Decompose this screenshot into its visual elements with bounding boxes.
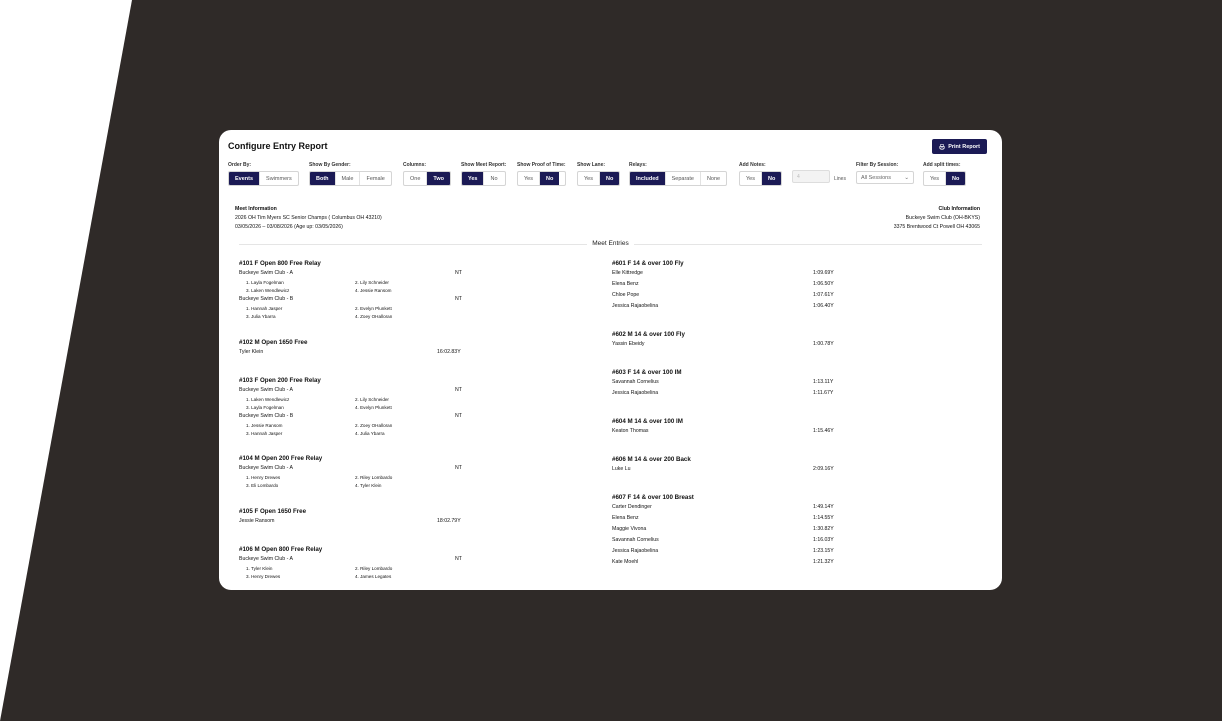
session-select[interactable]: All Sessions ⌄ xyxy=(856,171,914,184)
event-title: #106 M Open 800 Free Relay xyxy=(239,546,323,553)
relays-control: Relays: Included Separate None xyxy=(629,162,727,186)
swimmer-name: Jessie Ransom xyxy=(239,518,275,524)
relay-team: Buckeye Swim Club - A xyxy=(239,556,293,562)
event-title: #603 F 14 & over 100 IM xyxy=(612,369,682,376)
entry-time: 2:09.16Y xyxy=(813,466,834,472)
swimmer-name: Tyler Klein xyxy=(239,349,264,355)
order-events-option[interactable]: Events xyxy=(229,172,260,185)
notes-control: Add Notes: Yes No xyxy=(739,162,782,186)
proof-of-time-control: Show Proof of Time: Yes No xyxy=(517,162,566,186)
split-times-control: Add split times: Yes No xyxy=(923,162,966,186)
entry-time: NT xyxy=(455,413,462,419)
entry-time: NT xyxy=(455,465,462,471)
lines-label: Lines xyxy=(834,176,846,182)
print-report-label: Print Report xyxy=(948,143,980,150)
meet-entries-heading: Meet Entries xyxy=(219,240,1002,247)
entry-time: 1:06.50Y xyxy=(813,281,834,287)
entry-time: NT xyxy=(455,556,462,562)
notes-lines-input[interactable]: 4 xyxy=(792,170,830,183)
event-title: #607 F 14 & over 100 Breast xyxy=(612,494,694,501)
relay-leg: 2. Riley Lombardo xyxy=(355,475,393,480)
relays-included-option[interactable]: Included xyxy=(630,172,666,185)
swimmer-name: Elena Benz xyxy=(612,515,639,521)
print-report-button[interactable] xyxy=(932,139,987,154)
entry-time: 1:09.69Y xyxy=(813,270,834,276)
entry-time: NT xyxy=(455,296,462,302)
event-title: #104 M Open 200 Free Relay xyxy=(239,455,323,462)
meet-report-yes-option[interactable]: Yes xyxy=(462,172,484,185)
entry-time: 1:00.78Y xyxy=(813,341,834,347)
proof-no-option[interactable]: No xyxy=(540,172,559,185)
swimmer-name: Jessica Rajaobelina xyxy=(612,390,659,396)
relay-leg: 4. Tyler Klein xyxy=(355,483,382,488)
gender-both-option[interactable]: Both xyxy=(310,172,336,185)
swimmer-name: Maggie Vivona xyxy=(612,526,647,532)
entry-time: 1:15.46Y xyxy=(813,428,834,434)
entry-time: 1:06.40Y xyxy=(813,303,834,309)
relay-team: Buckeye Swim Club - A xyxy=(239,465,293,471)
page-title: Configure Entry Report xyxy=(228,141,328,151)
event-title: #606 M 14 & over 200 Back xyxy=(612,456,691,463)
entry-time: 1:49.14Y xyxy=(813,504,834,510)
printer-icon xyxy=(939,144,945,150)
relay-leg: 4. James Legates xyxy=(355,574,392,579)
relay-leg: 3. Laken Wendlewicz xyxy=(246,288,290,293)
relay-leg: 1. Hannah Jasper xyxy=(246,306,283,311)
entry-time: 1:21.32Y xyxy=(813,559,834,565)
relay-leg: 3. Julia Ybarra xyxy=(246,314,276,319)
relay-leg: 1. Henry Drewes xyxy=(246,475,281,480)
meet-report-control: Show Meet Report: Yes No xyxy=(461,162,506,186)
swimmer-name: Kate Moehl xyxy=(612,559,639,565)
swimmer-name: Jessica Rajaobelina xyxy=(612,548,659,554)
relay-leg: 3. Hannah Jasper xyxy=(246,431,283,436)
entry-time: 1:23.15Y xyxy=(813,548,834,554)
swimmer-name: Elena Benz xyxy=(612,281,639,287)
club-information: Club Information Buckeye Swim Club (OH-BKYS) 3375 Brentwood Ct Powell OH 43065 xyxy=(893,206,980,230)
relay-team: Buckeye Swim Club - B xyxy=(239,296,294,302)
relay-team: Buckeye Swim Club - A xyxy=(239,387,293,393)
swimmer-name: Elle Kittredge xyxy=(612,270,643,276)
columns-one-option[interactable]: One xyxy=(404,172,427,185)
columns-two-option[interactable]: Two xyxy=(427,172,450,185)
gender-control: Show By Gender: Both Male Female xyxy=(309,162,392,186)
relay-leg: 3. Layla Fogelman xyxy=(246,405,284,410)
swimmer-name: Savannah Cornelius xyxy=(612,537,659,543)
lane-yes-option[interactable]: Yes xyxy=(578,172,600,185)
swimmer-name: Chloe Pope xyxy=(612,292,640,298)
entry-time: NT xyxy=(455,387,462,393)
relay-leg: 3. Henry Drewes xyxy=(246,574,281,579)
notes-no-option[interactable]: No xyxy=(762,172,781,185)
swimmer-name: Keaton Thomas xyxy=(612,428,649,434)
swimmer-name: Yassin Ebeidy xyxy=(612,341,645,347)
event-title: #604 M 14 & over 100 IM xyxy=(612,418,683,425)
chevron-down-icon: ⌄ xyxy=(904,174,909,181)
relay-team: Buckeye Swim Club - A xyxy=(239,270,293,276)
relay-leg: 1. Tyler Klein xyxy=(246,566,273,571)
event-block: #101 F Open 800 Free Relay xyxy=(239,260,321,267)
entry-time: 16:02.83Y xyxy=(437,349,461,355)
order-swimmers-option[interactable]: Swimmers xyxy=(266,175,292,182)
relay-leg: 4. Zoey OHalloran xyxy=(355,314,393,319)
swimmer-name: Luke Lu xyxy=(612,466,631,472)
swimmer-name: Carter Dendinger xyxy=(612,504,652,510)
notes-yes-option[interactable]: Yes xyxy=(740,172,762,185)
gender-female-option[interactable]: Female xyxy=(366,175,385,182)
event-title: #105 F Open 1650 Free xyxy=(239,508,307,515)
entry-time: 1:11.67Y xyxy=(813,390,834,396)
splits-yes-option[interactable]: Yes xyxy=(924,172,946,185)
swimmer-name: Savannah Cornelius xyxy=(612,379,659,385)
gender-male-option[interactable]: Male xyxy=(336,172,361,185)
relay-team: Buckeye Swim Club - B xyxy=(239,413,294,419)
swimmer-name: Jessica Rajaobelina xyxy=(612,303,659,309)
relay-leg: 1. Jessie Ransom xyxy=(246,423,283,428)
entry-time: 1:14.55Y xyxy=(813,515,834,521)
proof-yes-option[interactable]: Yes xyxy=(518,172,540,185)
relay-leg: 2. Lily Schneider xyxy=(355,280,389,285)
entry-time: 1:13.11Y xyxy=(813,379,834,385)
entry-time: 1:16.03Y xyxy=(813,537,834,543)
session-filter-control: Filter By Session: All Sessions ⌄ xyxy=(856,162,914,184)
order-by-control: Order By: Events Swimmers xyxy=(228,162,299,186)
relay-leg: 2. Riley Lombardo xyxy=(355,566,393,571)
relay-leg: 1. Laken Wendlewicz xyxy=(246,397,290,402)
relay-leg: 2. Lily Schneider xyxy=(355,397,389,402)
entry-time: NT xyxy=(455,270,462,276)
relays-separate-option[interactable]: Separate xyxy=(666,172,701,185)
relay-leg: 2. Zoey OHalloran xyxy=(355,423,393,428)
columns-control: Columns: One Two xyxy=(403,162,451,186)
meet-information: Meet Information 2026 OH Tim Myers SC Senior Champs ( Columbus OH 43210) 03/05/2026 – 03/08/2026 (Age up: 03/05/2026) xyxy=(235,206,382,230)
relay-leg: 3. Eli Lombardo xyxy=(246,483,279,488)
event-title: #602 M 14 & over 100 Fly xyxy=(612,331,685,338)
relay-leg: 4. Evelyn Plunkett xyxy=(355,405,392,410)
meet-report-no-option[interactable]: No xyxy=(490,175,498,182)
event-title: #102 M Open 1650 Free xyxy=(239,339,308,346)
event-title: #103 F Open 200 Free Relay xyxy=(239,377,321,384)
splits-no-option[interactable]: No xyxy=(946,172,965,185)
entry-time: 1:30.82Y xyxy=(813,526,834,532)
lane-no-option[interactable]: No xyxy=(600,172,619,185)
relays-none-option[interactable]: None xyxy=(706,175,721,182)
relay-leg: 2. Evelyn Plunkett xyxy=(355,306,392,311)
entry-time: 1:07.61Y xyxy=(813,292,834,298)
event-title: #601 F 14 & over 100 Fly xyxy=(612,260,684,267)
lane-control: Show Lane: Yes No xyxy=(577,162,620,186)
relay-leg: 4. Julia Ybarra xyxy=(355,431,385,436)
relay-leg: 4. Jessie Ransom xyxy=(355,288,392,293)
entry-report-panel xyxy=(219,130,1002,590)
entry-time: 18:02.79Y xyxy=(437,518,461,524)
relay-leg: 1. Layla Fogelman xyxy=(246,280,284,285)
